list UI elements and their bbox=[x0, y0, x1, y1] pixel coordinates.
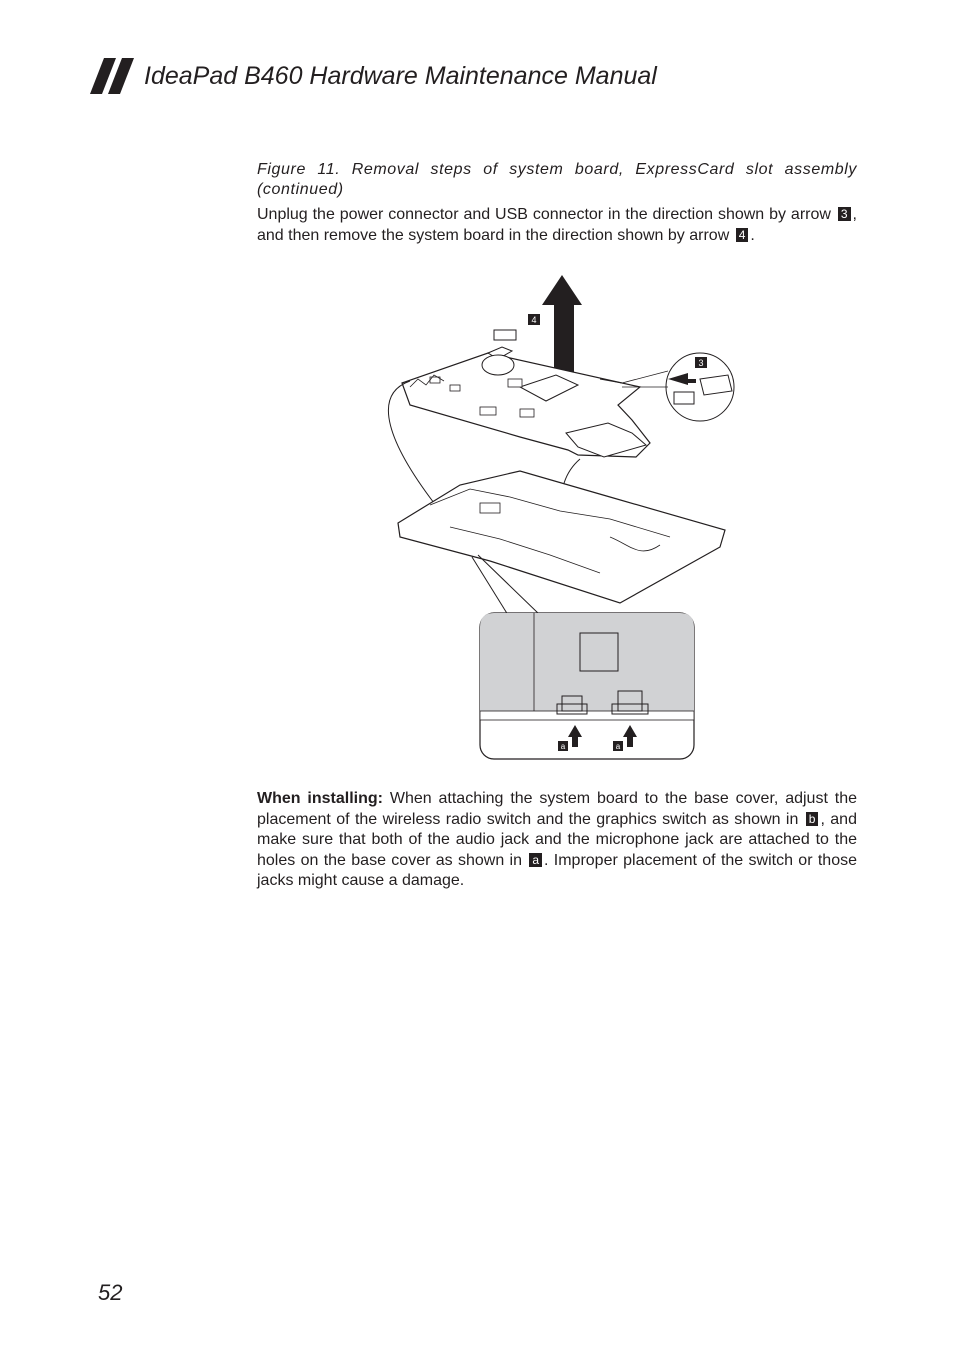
instruction-paragraph bbox=[257, 204, 857, 246]
page-number: 52 bbox=[98, 1280, 123, 1305]
instruction-text: Unplug the power connector and USB connector in the direction shown by arrow bbox=[257, 206, 831, 223]
instruction-text: . bbox=[750, 227, 755, 244]
document-title: IdeaPad B460 Hardware Maintenance Manual bbox=[144, 62, 657, 90]
system-board bbox=[402, 330, 650, 457]
installation-text: . Improper placement of the switch or those jacks might cause a damage. bbox=[257, 851, 857, 889]
installation-text: , and make sure that both of the audio jack and the microphone jack are attached to the holes on the base cover as shown in bbox=[257, 810, 857, 869]
main-content bbox=[257, 160, 857, 246]
removal-figure bbox=[370, 275, 740, 765]
installation-note bbox=[257, 789, 857, 892]
svg-text:a: a bbox=[560, 742, 566, 751]
callout-badge: a bbox=[529, 853, 542, 867]
svg-text:4: 4 bbox=[531, 315, 537, 325]
installation-text: When attaching the system board to the base cover, adjust the placement of the wireless radio switch and the graphics switch as shown in bbox=[257, 790, 858, 828]
svg-text:a: a bbox=[615, 742, 621, 751]
svg-text:3: 3 bbox=[698, 358, 704, 368]
base-cover bbox=[398, 471, 725, 603]
callout-badge-4 bbox=[528, 314, 540, 325]
callout-badge: 3 bbox=[838, 207, 851, 221]
jack-detail-inset bbox=[480, 613, 694, 759]
callout-badge: 4 bbox=[736, 228, 749, 242]
instruction-text: , and then remove the system board in the direction shown by arrow bbox=[257, 206, 857, 244]
callout-badge: b bbox=[806, 812, 819, 826]
installation-label: When installing: bbox=[257, 790, 383, 807]
figure-caption: Figure 11. Removal steps of system board, ExpressCard slot assembly (continued) bbox=[257, 161, 857, 198]
brand-slashes-icon bbox=[90, 58, 136, 94]
connector-detail bbox=[622, 353, 734, 421]
removal-arrow-icon bbox=[542, 275, 582, 375]
